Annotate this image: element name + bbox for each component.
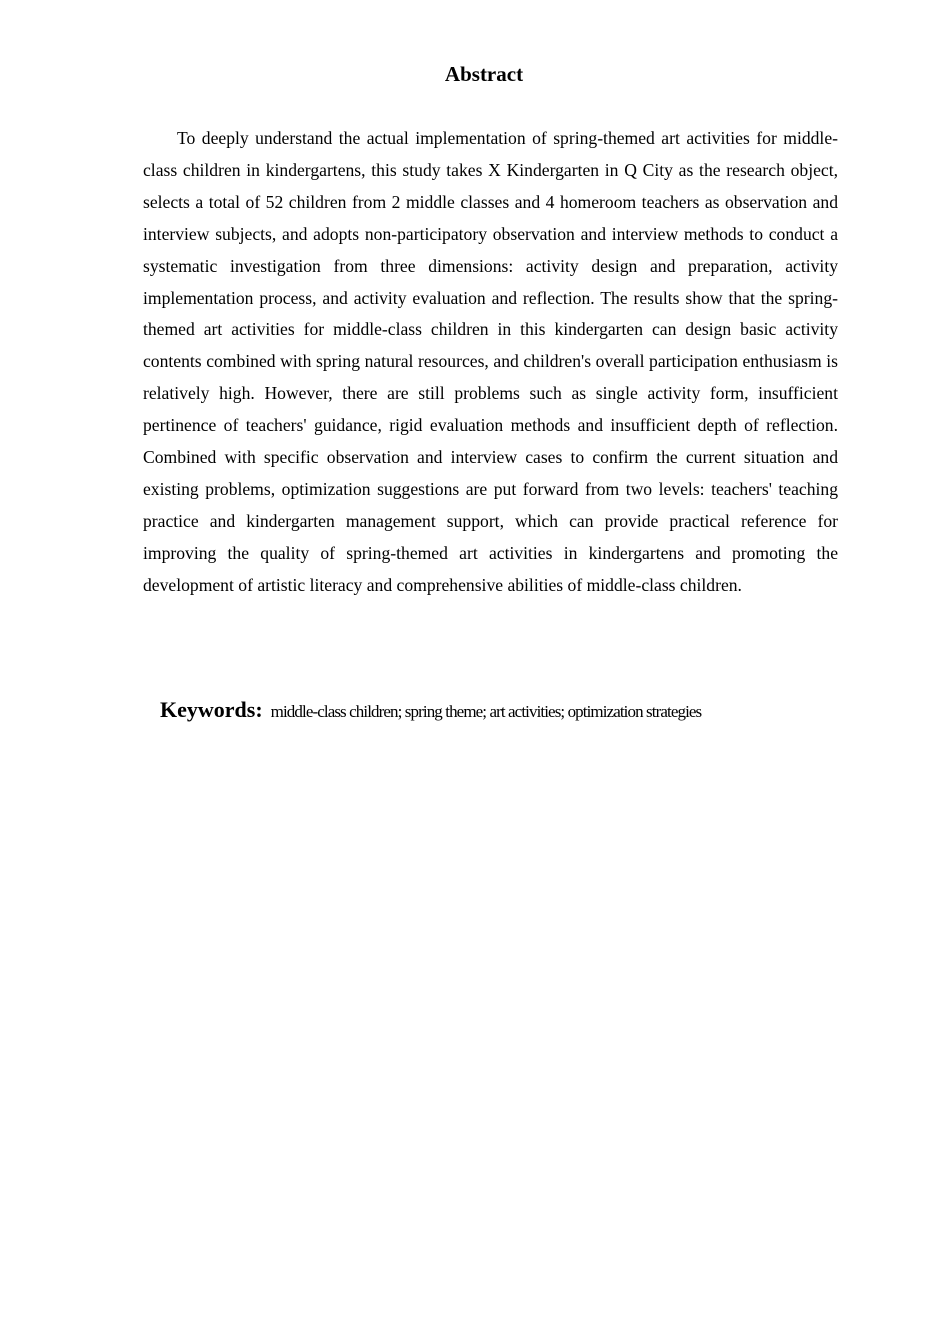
abstract-body: To deeply understand the actual implementation of spring-themed art activities for middle-class children in kindergartens, this study takes X Kindergarten in Q City as the research object, selects a total of 52 children from 2 middle classes and 4 homeroom teachers as observation and interview subjects, and adopts non-participatory observation and interview methods to conduct a systematic investigation from three dimensions: activity design and preparation, activity implementation process, and activity evaluation and reflection. The results show that the spring-themed art activities for middle-class children in this kindergarten can design basic activity contents combined with spring natural resources, and children's overall participation enthusiasm is relatively high. However, there are still problems such as single activity form, insufficient pertinence of teachers' guidance, rigid evaluation methods and insufficient depth of reflection. Combined with specific observation and interview cases to confirm the current situation and existing problems, optimization suggestions are put forward from two levels: teachers' teaching practice and kindergarten management support, which can provide practical reference for improving the quality of spring-themed art activities in kindergartens and promoting the development of artistic literacy and comprehensive abilities of middle-class children. <box>143 128 838 595</box>
abstract-title: Abstract <box>444 62 524 86</box>
keywords-text: middle-class children; spring theme; art activities; optimization strategies <box>270 702 702 721</box>
keywords-label: Keywords: <box>160 697 263 722</box>
keywords-line <box>160 694 860 729</box>
